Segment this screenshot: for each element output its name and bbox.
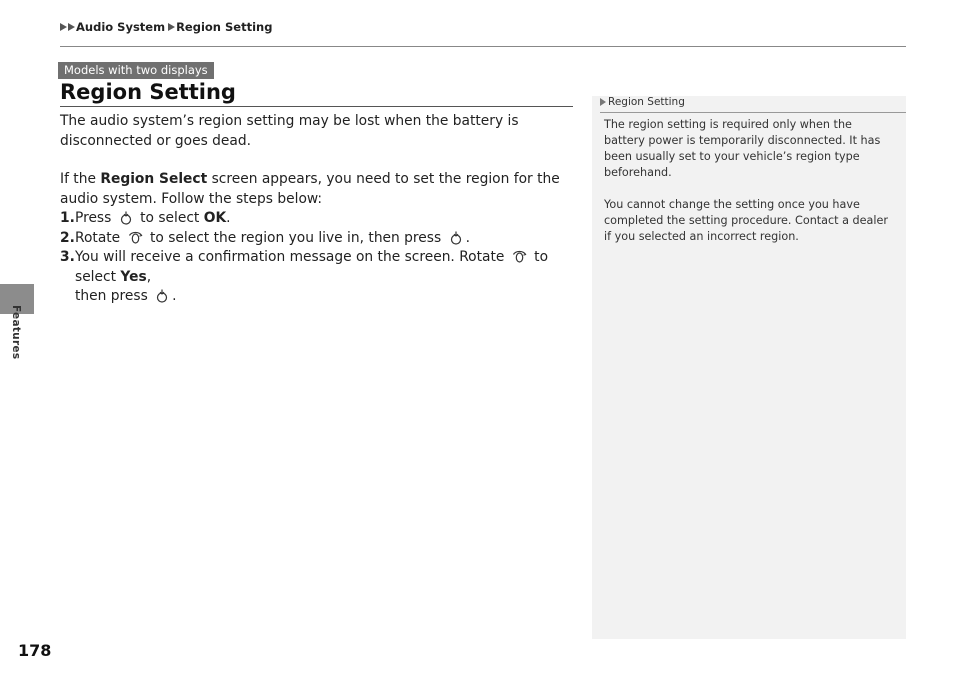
interface-dial-icon bbox=[128, 231, 143, 245]
note-paragraph-2: You cannot change the setting once you have completed the setting procedure. Contact a dealer if you selected an incorrect region. bbox=[604, 198, 888, 243]
step-number: 2. bbox=[60, 229, 75, 246]
step-number: 1. bbox=[60, 210, 75, 226]
breadcrumb-arrow-icon bbox=[168, 23, 175, 31]
breadcrumb-arrow-icon bbox=[60, 23, 67, 31]
header-divider bbox=[60, 46, 906, 47]
breadcrumb bbox=[60, 20, 275, 34]
title-divider bbox=[60, 106, 573, 107]
text: to select bbox=[75, 249, 549, 285]
main-content bbox=[60, 112, 580, 307]
step-number: 3. bbox=[60, 249, 75, 265]
note-header bbox=[600, 96, 685, 108]
step-1 bbox=[60, 209, 580, 229]
intro-paragraph: The audio system’s region setting may be lost when the battery is disconnected or goes dead. bbox=[60, 113, 519, 149]
text: . bbox=[172, 288, 177, 304]
instructions-paragraph bbox=[60, 170, 580, 209]
text: You will receive a confirmation message on the screen. Rotate bbox=[75, 249, 505, 265]
text: If the bbox=[60, 171, 101, 187]
enter-press-icon bbox=[449, 231, 463, 245]
note-marker-icon bbox=[600, 98, 606, 106]
interface-dial-icon bbox=[512, 250, 527, 264]
region-select-keyword: Region Select bbox=[100, 171, 208, 187]
ok-keyword: OK bbox=[203, 210, 227, 226]
text: screen appears, you need to set the region for the audio system. Follow the steps below: bbox=[60, 171, 560, 207]
text: to select the region you live in, then press bbox=[149, 229, 442, 246]
note-divider bbox=[600, 112, 906, 113]
text: Press bbox=[75, 210, 112, 226]
text: . bbox=[465, 229, 470, 246]
text: . bbox=[226, 210, 231, 226]
text: Rotate bbox=[75, 229, 121, 246]
note-body bbox=[604, 117, 896, 245]
text: to select bbox=[140, 210, 204, 226]
model-badge: Models with two displays bbox=[58, 62, 214, 79]
spacer bbox=[604, 181, 896, 197]
page-number: 178 bbox=[18, 641, 52, 660]
breadcrumb-item-audio-system[interactable]: Audio System bbox=[76, 20, 166, 34]
yes-keyword: Yes bbox=[120, 268, 147, 285]
enter-press-icon bbox=[155, 289, 169, 303]
step-2 bbox=[60, 229, 580, 249]
side-note-panel bbox=[592, 96, 906, 639]
breadcrumb-arrow-icon bbox=[68, 23, 75, 31]
page-title: Region Setting bbox=[60, 80, 236, 104]
note-paragraph-1: The region setting is required only when the battery power is temporarily disconnected. It has been usually set to your vehicle’s region type beforehand. bbox=[604, 118, 881, 179]
text: then press bbox=[75, 288, 148, 304]
step-3 bbox=[60, 248, 580, 307]
text: , bbox=[146, 268, 152, 285]
side-tab-label: Features bbox=[10, 305, 22, 360]
enter-press-icon bbox=[119, 211, 133, 225]
note-title: Region Setting bbox=[608, 96, 685, 108]
breadcrumb-item-region-setting[interactable]: Region Setting bbox=[176, 20, 273, 34]
